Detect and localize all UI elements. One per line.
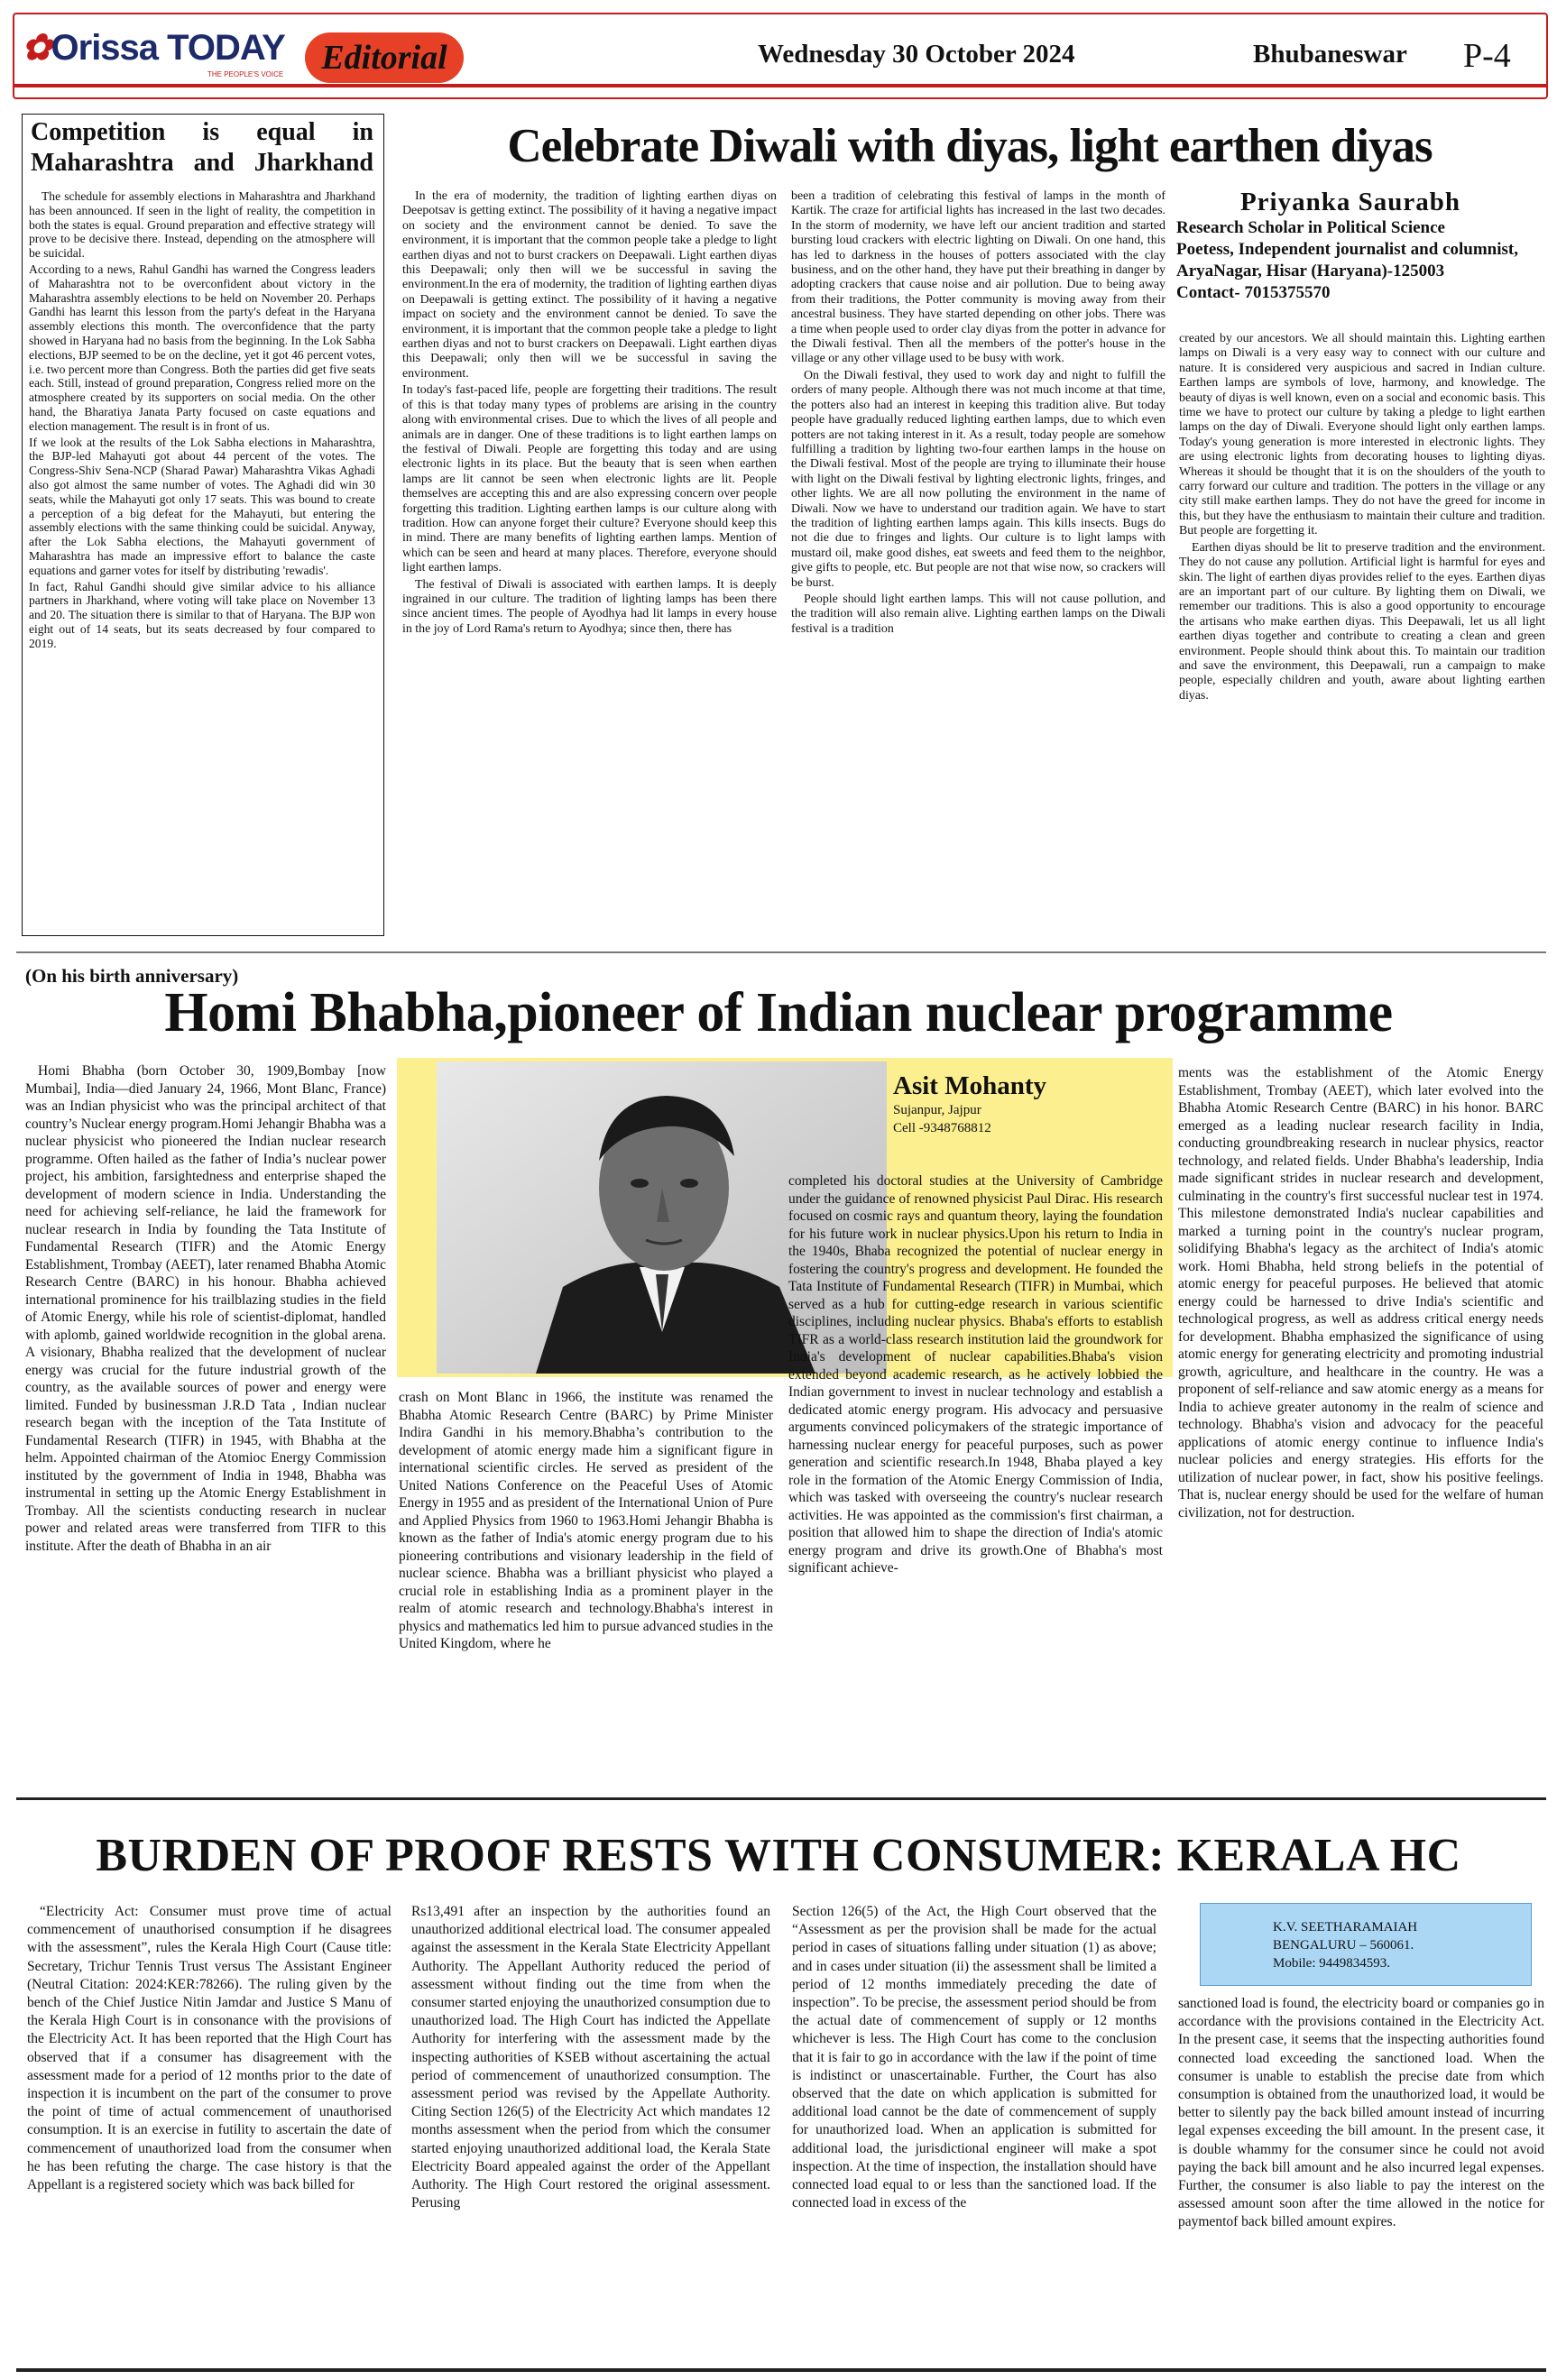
author-detail: BENGALURU – 560061. bbox=[1273, 1938, 1414, 1953]
sidebar-paragraph: If we look at the results of the Lok Sabha elections in Maharashtra, the BJP-led Mahayuti got about 44 percent of the votes. The Congress-Shiv Sena-NCP (Sharad Pawar) Maharashtra Vikas Aghadi also got almost the same number of votes. The Aghadi did win 30 seats, while the Mahayuti got only 17 seats. This was bound to create a perception of a big defeat for the Mahayuti, but entering the assembly elections with the same thinking could be suicidal. Anyway, after the Lok Sabha elections, the Mahayuti government of Maharashtra has made an impressive effort to balance the caste equations and garner votes for itself by distributing 'rewadis'. bbox=[29, 435, 375, 577]
kerala-byline-box bbox=[1200, 1903, 1532, 1986]
author-detail: Poetess, Independent journalist and columnist, bbox=[1176, 240, 1518, 259]
section-divider bbox=[16, 951, 1546, 953]
sidebar-paragraph: According to a news, Rahul Gandhi has warned the Congress leaders of Maharashtra not to be overconfident about victory in the Maharashtra assembly elections to be held on November 20. Perhaps Gandhi has learnt this lesson from the party's defeat in the Haryana assembly elections this month. The overconfidence that the party showed in Haryana had no basis from the beginning. In the Lok Sabha elections, BJP seemed to be on the decline, yet it got 46 percent votes, i.e. two percent more than Congress. Both the parties did get five seats each. Still, instead of ground preparation, Congress relied more on the atmosphere created by its supporters on social media. On the other hand, the Bharatiya Janata Party focused on caste equations and election management. The result is in front of us. bbox=[29, 262, 375, 433]
article-paragraph: Rs13,491 after an inspection by the authorities found an unauthorized additional electrical load. The consumer appealed against the assessment in the Kerala State Electricity Appellant Authority. The Appellant Authority reduced the period of assessment without finding out the time from when the consumer started enjoying the unauthorized consumption due to unauthorized load. The High Court has indicted the Appellate Authority for interfering with the assessment made by the inspecting authorities of KSEB without ascertaining the actual period of commencement of unauthorized consumption. The assessment period was revised by the Appellate Authority. Citing Section 126(5) of the Electricity Act which mandates 12 months assessment when the period from which the consumer started enjoying unauthorized additional load, the Kerala State Electricity Board appealed against the order of the Appellant Authority. The High Court restored the original assessment. Perusing bbox=[411, 1904, 770, 2211]
homi-column-1 bbox=[25, 1062, 386, 1557]
diwali-column-3 bbox=[1179, 332, 1545, 705]
author-detail: Mobile: 9449834593. bbox=[1273, 1956, 1390, 1971]
kerala-column-4 bbox=[1178, 1995, 1544, 2234]
homi-column-3 bbox=[788, 1172, 1163, 1579]
article-paragraph: On the Diwali festival, they used to work day and night to fulfill the orders of many people. Although there was not much income at that time, the potters also had an interest in keeping this tradition alive. But today people have gradually reduced lighting earthen lamps, due to which even potters are not taking interest in it. As a result, today people are somehow fulfilling a tradition by lighting two-four earthen lamps in the house on the Diwali festival. Most of the people are trying to illuminate their house with light on the Diwali festival by lighting electronic lights, fringes, and other lights. We are all now polluting the environment in the name of Diwali. Now we have to understand our tradition again. We have to start the tradition of lighting earthen lamps again. This kills insects. Bugs do not die due to fringes and lights. Our culture is to light lamps with mustard oil, make good dishes, eat sweets and feed them to the neighbor, give gifts to people, etc. But people are not that wise now, so crackers will be burst. bbox=[791, 368, 1165, 590]
kerala-column-2 bbox=[411, 1903, 770, 2214]
logo-mark: ✿ bbox=[22, 28, 51, 68]
sidebar-paragraph: The schedule for assembly elections in Maharashtra and Jharkhand has been announced. If seen in the light of reality, the competition in both the states is equal. Ground preparation and effective strategy will prove to be decisive there. Instead, depending on the atmosphere will be suicidal. bbox=[29, 189, 375, 261]
article-paragraph: Homi Bhabha (born October 30, 1909,Bombay [now Mumbai], India—died January 24, 1966, Mont Blanc, France) was an Indian physicist who was the principal architect of that country’s Nuclear energy program.Homi Jehangir Bhabha was a nuclear physicist who pioneered the Indian nuclear research programme. Often hailed as the father of India’s nuclear power project, his ambition, farsightedness and enterprise shaped the development of modern science in India. Understanding the need for achieving self-reliance, he laid the framework for nuclear research in India by founding the Tata Institute of Fundamental Research (TIFR) and the Atomic Energy Establishment, Trombay (AEET), later renamed Bhabha Atomic Research Centre (BARC) in his honour. Bhabha achieved international prominence for his trailblazing studies in the field of Atomic Energy, while his role of scientist-diplomat, handled with aplomb, gained worldwide recognition in the global arena. A visionary, Bhabha realized that the development of nuclear energy was crucial for the future industrial growth of the country, as the available sources of power and energy were limited. Funded by businessman J.R.D Tata , Indian nuclear research began with the inception of the Tata Institute of Fundamental Research (TIFR) in 1945, with Bhabha at the helm. Appointed chairman of the Atomioc Energy Commission instituted by the government of India in 1948, Bhabha was instrumental in setting up the Atomic Energy Establishment in Trombay. All the scientists conducting research in nuclear power and related areas were transferred from TIFR to this institute. After the death of Bhabha in an air bbox=[25, 1063, 386, 1554]
sidebar-paragraph: In fact, Rahul Gandhi should give similar advice to his alliance partners in Jharkhand, where voting will take place on November 13 and 20. The situation there is similar to that of Haryana. The BJP won eight out of 14 seats, but its seats decreased by four compared to 2019. bbox=[29, 579, 375, 650]
article-paragraph: “Electricity Act: Consumer must prove time of actual commencement of unauthorised consumption if he disagrees with the assessment”, rules the Kerala High Court (Cause title: Secretary, Trichur Tennis Trust versus The Assistant Engineer (Neutral Citation: 2024:KER:78266). The ruling given by the bench of the Chief Justice Nitin Jamdar and Justice S Manu of the Kerala High Court is in consonance with the provisions of the Electricity Act. It has been reported that the High Court has observed that if a consumer has disagreement with the assessment made for a period of 12 months prior to the date of inspection it is incumbent on the part of the consumer to prove the point of time of actual commencement of unauthorised consumption. It is an exercise in futility to ascertain the date of commencement of unauthorized load from the consumer when he has been refuting the charge. The case history is that the Appellant is a registered society which was back billed for bbox=[27, 1904, 392, 2193]
sidebar-body bbox=[29, 189, 375, 653]
article-paragraph: completed his doctoral studies at the University of Cambridge under the guidance of renowned physicist Paul Dirac. His research focused on cosmic rays and quantum theory, laying the foundation for his future work in nuclear physics.Upon his return to India in the 1940s, Bhaba recognized the potential of nuclear energy in fostering the country's progress and development. He founded the Tata Institute of Fundamental Research (TIFR) in Mumbai, which served as a hub for cutting-edge research in various scientific disciplines, including nuclear physics. Bhaba's efforts to establish TIFR as a world-class research institution laid the groundwork for India's development of nuclear capabilities.Bhaba's vision extended beyond academic research, as he actively lobbied the Indian government to invest in nuclear technology and establish a dedicated atomic energy program. His advocacy and persuasive arguments convinced policymakers of the strategic importance of harnessing nuclear energy for peaceful purposes, such as power generation and scientific research.In 1948, Bhaba played a key role in the formation of the Atomic Energy Commission of India, which was tasked with overseeing the country's nuclear research activities. He was appointed as the commission's first chairman, a position that allowed him to shape the direction of India's atomic energy program and drive its growth.One of Bhabha's most significant achieve- bbox=[788, 1173, 1163, 1576]
article-paragraph: In today's fast-paced life, people are forgetting their traditions. The result of this is that today many types of problems are arising in the country along with environmental crises. Due to which the lives of all people and animals are in danger. One of these traditions is to light earthen lamps on the festival of Diwali. People are forgetting this today and are using electronic lights in its place. But the beauty that is seen when earthen lamps are lit cannot be seen when electronic lights are lit. People themselves are accepting this and are also expressing concern over people forgetting this tradition. Lighting earthen lamps is our culture along with tradition. How can anyone forget their culture? Everyone should keep this in mind. There are many benefits of lighting earthen lamps. Mention of which can be seen and heard at many places. Therefore, everyone should light earthen lamps. bbox=[402, 383, 777, 575]
article-paragraph: Earthen diyas should be lit to preserve tradition and the environment. They do not cause any pollution. Artificial light is harmful for eyes and skin. The light of earthen diyas provides relief to the eyes. Earthen diyas are an important part of our culture. By lighting them on Diwali, we remember our traditions. This is also a good opportunity to encourage the artisans who make earthen diyas. This Deepawali, let us all light earthen diyas together and contribute to creating a clean and green environment. People should think about this. To maintain our tradition and save the environment, this Deepawali, run a campaign to make people, especially children and youth, aware about lighting earthen diyas. bbox=[1179, 540, 1545, 703]
homi-column-4 bbox=[1178, 1064, 1543, 1523]
logo-tagline: THE PEOPLE'S VOICE bbox=[207, 70, 284, 78]
page-number: P-4 bbox=[1463, 37, 1511, 75]
homi-headline: Homi Bhabha,pioneer of Indian nuclear programme bbox=[164, 982, 1393, 1043]
article-paragraph: been a tradition of celebrating this festival of lamps in the month of Kartik. The craze for artificial lights has increased in the last two decades. In the storm of modernity, we have left our ancient tradition and started bursting loud crackers with electric lighting on Diwali. On one hand, this has led to darkness in the houses of potters associated with the clay business, and on the other hand, they have put their breathing in danger by adopting crackers that cause noise and air pollution. Due to being away from their traditions, the Potter community is moving away from their ancestral business. They have started depending on other jobs. There was a time when people used to order clay diyas from the potter in advance for the Diwali festival. Then all the members of the potter's house in the village or any other village used to be busy with work. bbox=[791, 189, 1165, 366]
newspaper-logo bbox=[22, 27, 285, 69]
kerala-byline bbox=[1273, 1918, 1417, 1972]
article-paragraph: The festival of Diwali is associated with earthen lamps. It is deeply ingrained in our culture. The tradition of lighting lamps has been there since ancient times. The people of Ayodhya had lit lamps in every house in the joy of Lord Rama's return to Ayodhya; since then, there has bbox=[402, 577, 777, 636]
article-paragraph: People should light earthen lamps. This will not cause pollution, and the tradition will also remain alive. Lighting earthen lamps on the Diwali festival is a tradition bbox=[791, 592, 1165, 636]
article-paragraph: In the era of modernity, the tradition of lighting earthen diyas on Deepotsav is getting extinct. The possibility of it having a negative impact on society and the environment cannot be denied. To save the environment, it is important that the common people take a pledge to light earthen diyas and not to burst crackers on Deepawali. Light earthen diyas this Deepawali; only then will we be successful in saving the environment.In the era of modernity, the tradition of lighting earthen diyas on Deepawali is getting extinct. The possibility of it having a negative impact on society and the environment cannot be denied. To save the environment, it is important that the common people take a pledge to light earthen diyas and not to burst crackers on Deepawali. Light earthen diyas this Deepawali; only then will we be successful in saving the environment. bbox=[402, 189, 777, 381]
homi-column-2 bbox=[399, 1389, 773, 1655]
sidebar-headline: Competition is equal in Maharashtra and Jharkhand bbox=[31, 118, 373, 177]
diwali-byline bbox=[1176, 188, 1543, 304]
author-detail: K.V. SEETHARAMAIAH bbox=[1273, 1920, 1418, 1934]
author-detail: Sujanpur, Jajpur bbox=[893, 1103, 981, 1117]
kerala-column-3 bbox=[792, 1903, 1156, 2214]
kerala-column-1 bbox=[27, 1903, 392, 2196]
article-paragraph: crash on Mont Blanc in 1966, the institute was renamed the Bhabha Atomic Research Centre (BARC) by Prime Minister Indira Gandhi in his memory.Bhabha’s contribution to the development of atomic energy made him a significant figure in international scientific circles. He served as president of the United Nations Conference on the Peaceful Uses of Atomic Energy in 1955 and as president of the International Union of Pure and Applied Physics from 1960 to 1963.Homi Jehangir Bhabha is known as the father of India's atomic energy program due to his pioneering contributions and visionary leadership in the field of nuclear science. Bhabha was a brilliant physicist who played a crucial role in establishing India as a prominent player in the realm of atomic research and technology.Bhabha's interest in physics and mathematics led him to pursue advanced studies in the United Kingdom, where he bbox=[399, 1390, 773, 1651]
diwali-column-2 bbox=[791, 189, 1165, 639]
article-paragraph: ments was the establishment of the Atomic Energy Establishment, Trombay (AEET), which later evolved into the Bhabha Atomic Research Centre (BARC) in his honor. BARC emerged as a leading nuclear research facility in India, conducting groundbreaking research in nuclear physics, reactor technology, and related fields. Under Bhabha's leadership, India made significant strides in nuclear research and development, culminating in the country's first successful nuclear test in 1974. This milestone demonstrated India's nuclear capabilities and marked a turning point in the country's nuclear program, solidifying Bhabha's legacy as the architect of India's atomic work. Homi Bhabha, held strong beliefs in the potential of atomic energy for peaceful purposes. He believed that atomic energy could be harnessed to drive India's scientific and technological progress, as well as address critical energy needs for development. Bhabha emphasized the significance of using atomic energy for generating electricity and promoting industrial growth, agriculture, and healthcare in the country. He was a proponent of self-reliance and saw atomic energy as a means for India to achieve greater autonomy in the realm of science and technology. Bhabha's vision and advocacy for the peaceful applications of atomic energy continue to influence India's nuclear policies and energy strategies. His efforts for the utilization of nuclear power, in fact, show his positive feelings. That is, nuclear energy should be used for the welfare of human civilization, not for destruction. bbox=[1178, 1065, 1543, 1521]
section-divider bbox=[16, 1797, 1546, 1800]
section-badge: Editorial bbox=[305, 32, 464, 83]
article-paragraph: created by our ancestors. We all should maintain this. Lighting earthen lamps on Diwali is a very easy way to connect with our culture and nature. It is considered very auspicious and sacred in Indian culture. Earthen lamps are symbols of love, harmony, and knowledge. The beauty of diyas is well known, even on a social and economic basis. This time we have to protect our culture by taking a pledge to light earthen lamps on the day of Diwali. Everyone should light only earthen lamps. Today's young generation is more interested in electronic lights. They are using electronic lights from decorating houses to lighting diyas. Whereas it should be thought that it is on the shoulders of the youth to carry forward our culture and tradition. The potters in the village or any city still make earthen lamps. They do not have the greed for income in this, but they have the enthusiasm to maintain their culture and tradition. But people are forgetting it. bbox=[1179, 332, 1545, 538]
author-name: Asit Mohanty bbox=[893, 1071, 1046, 1100]
author-detail: Research Scholar in Political Science bbox=[1176, 218, 1445, 237]
kerala-headline: BURDEN OF PROOF RESTS WITH CONSUMER: KERALA HC bbox=[96, 1830, 1461, 1881]
edition-city: Bhubaneswar bbox=[1253, 40, 1407, 69]
issue-date: Wednesday 30 October 2024 bbox=[758, 40, 1075, 69]
author-detail: Cell -9348768812 bbox=[893, 1121, 991, 1135]
article-paragraph: sanctioned load is found, the electricity board or companies go in accordance with the provisions contained in the Electricity Act. In the present case, it seems that the inspecting authorities found connected load exceeding the sanctioned load. When the consumer is unable to establish the precise date from which consumption is obtained from the unauthorized load, it would be better to silently pay the back billed amount instead of incurring legal expenses exceeding the bill amount. In the present case, it is double whammy for the consumer since he could not avoid paying the back bill amount and he also incurred legal expenses. Further, the consumer is also liable to pay the interest on the assessed amount soon after the time allowed in the notice for paymentof back billed amount expires. bbox=[1178, 1996, 1544, 2230]
homi-kicker: (On his birth anniversary) bbox=[25, 965, 239, 987]
author-name: Priyanka Saurabh bbox=[1239, 188, 1461, 216]
homi-byline bbox=[893, 1071, 1153, 1171]
diwali-column-1 bbox=[402, 189, 777, 639]
author-detail: AryaNagar, Hisar (Haryana)-125003 bbox=[1176, 262, 1445, 280]
page-bottom-rule bbox=[16, 2368, 1546, 2372]
article-paragraph: Section 126(5) of the Act, the High Court observed that the “Assessment as per the provision shall be made for the actual period in cases of situations falling under situation (1) as above; and in cases under situation (ii) the assessment shall be limited a period of 12 months immediately preceding the date of inspection”. To be precise, the assessment period should be from the actual date of commencement of supply or 12 months whichever is less. The High Court has come to the conclusion that it is fair to go in accordance with the law if the point of time is indistinct or unascertainable. Further, the Court has also observed that the date on which application is submitted for additional load cannot be the date of commencement of supply for unauthorized load. When an application is submitted for additional load, the jurisdictional engineer will make a spot inspection. At the time of inspection, the installation should have connected load equal to or less than the sanctioned load. If the connected load in excess of the bbox=[792, 1904, 1156, 2211]
masthead-rule bbox=[13, 84, 1548, 87]
logo-text: Orissa TODAY bbox=[51, 28, 285, 68]
author-detail: Contact- 7015375570 bbox=[1176, 283, 1331, 302]
diwali-headline: Celebrate Diwali with diyas, light earthen diyas bbox=[507, 120, 1433, 172]
